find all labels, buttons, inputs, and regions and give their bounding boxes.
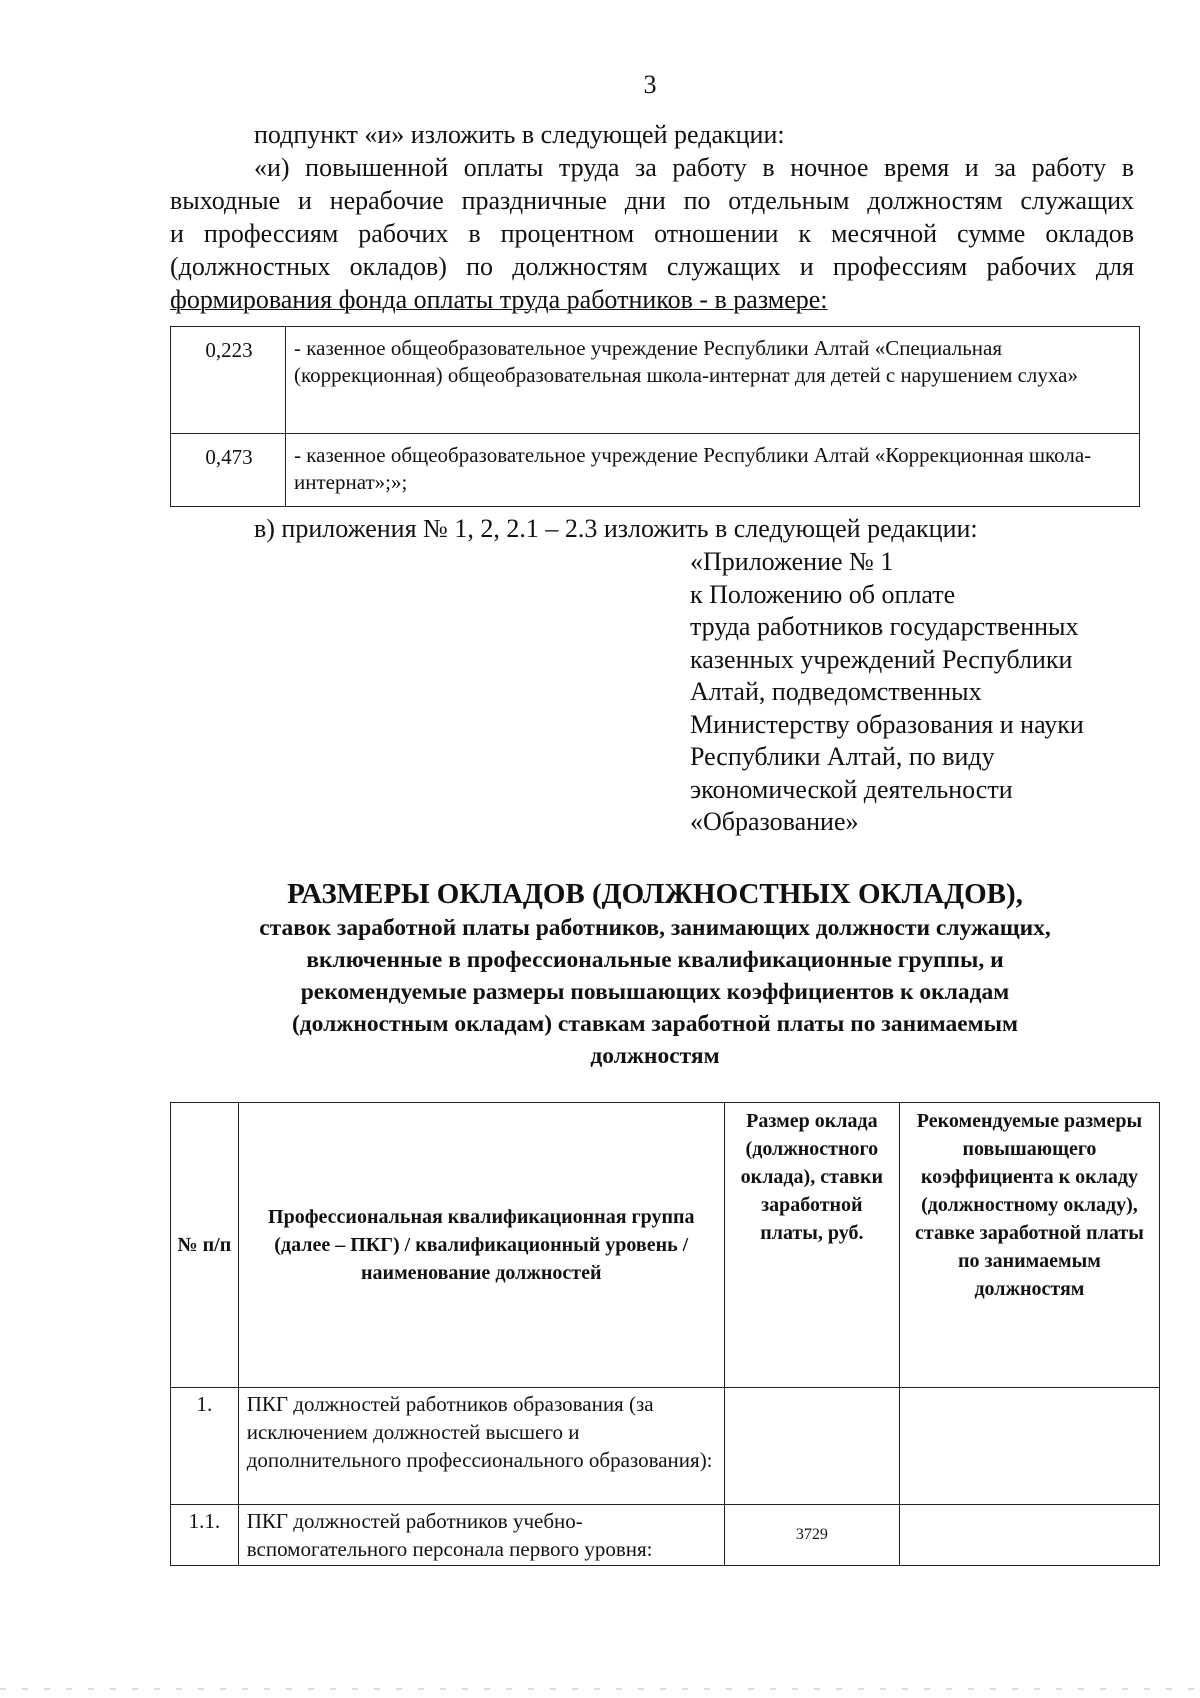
table-header-row	[171, 1103, 1160, 1388]
intro-para-line: (должностных окладов) по должностям служащих и профессиям рабочих для	[170, 252, 1134, 281]
document-title	[170, 876, 1140, 1072]
title-line: должностям	[590, 1043, 720, 1069]
row-group: ПКГ должностей работников образования (за исключением должностей высшего и дополнительного профессионального образования):	[238, 1388, 724, 1505]
table-row	[171, 434, 1140, 507]
intro-para-line: «и) повышенной оплаты труда за работу в ночное время и за работу в	[254, 153, 1134, 182]
intro-line: подпункт «и» изложить в следующей редакции:	[254, 120, 785, 149]
appendix-line: Республики Алтай, по виду	[690, 742, 995, 771]
appendix-line: «Образование»	[690, 807, 859, 836]
table-row	[171, 1388, 1160, 1505]
rate-value: 0,223	[171, 327, 286, 434]
title-line: ставок заработной платы работников, занимающих должности служащих,	[259, 915, 1051, 941]
title-line: включенные в профессиональные квалификационные группы, и	[306, 947, 1004, 973]
intro-para-line: и профессиям рабочих в процентном отношении к месячной сумме окладов	[170, 219, 1134, 248]
intro-para-line: выходные и нерабочие праздничные дни по отдельным должностям служащих	[170, 186, 1134, 215]
appendix-line: Алтай, подведомственных	[690, 677, 982, 706]
appendix-line: Министерству образования и науки	[690, 709, 1084, 739]
rates-table	[170, 326, 1140, 507]
row-salary: 3729	[724, 1505, 899, 1566]
salary-table	[170, 1102, 1160, 1566]
title-line: (должностным окладам) ставкам заработной платы по занимаемым	[291, 1011, 1019, 1037]
header-group: Профессиональная квалификационная группа (далее – ПКГ) / квалификационный уровень / наименование должностей	[238, 1103, 724, 1388]
appendix-line: казенных учреждений Республики	[690, 644, 1073, 674]
title-main: РАЗМЕРЫ ОКЛАДОВ (ДОЛЖНОСТНЫХ ОКЛАДОВ),	[287, 878, 1023, 910]
rate-institution: - казенное общеобразовательное учреждение Республики Алтай «Коррекционная школа-интернат»;»;	[286, 434, 1140, 507]
table-row	[171, 327, 1140, 434]
row-num: 1.1.	[171, 1505, 239, 1566]
rate-value: 0,473	[171, 434, 286, 507]
header-coefficient: Рекомендуемые размеры повышающего коэффициента к окладу (должностному окладу), ставке заработной платы по занимаемым должностям	[899, 1103, 1159, 1388]
page-number: 3	[643, 70, 657, 99]
point-v: в) приложения № 1, 2, 2.1 – 2.3 изложить в следующей редакции:	[254, 514, 978, 543]
intro-para-last-line: формирования фонда оплаты труда работников - в размере:	[170, 285, 828, 314]
appendix-line: экономической деятельности	[690, 774, 1013, 804]
header-salary: Размер оклада (должностного оклада), ставки заработной платы, руб.	[724, 1103, 899, 1388]
row-coefficient	[899, 1505, 1159, 1566]
appendix-line: «Приложение № 1	[690, 547, 894, 576]
title-line: рекомендуемые размеры повышающих коэффициентов к окладам	[300, 979, 1010, 1005]
row-num: 1.	[171, 1388, 239, 1505]
header-num: № п/п	[171, 1103, 239, 1388]
appendix-block	[690, 546, 1150, 839]
table-row	[171, 1505, 1160, 1566]
intro-paragraph	[170, 151, 1134, 316]
row-coefficient	[899, 1388, 1159, 1505]
appendix-line: к Положению об оплате	[690, 579, 956, 609]
row-salary	[724, 1388, 899, 1505]
scan-edge-noise	[0, 1688, 1200, 1690]
row-group: ПКГ должностей работников учебно-вспомогательного персонала первого уровня:	[238, 1505, 724, 1566]
rate-institution: - казенное общеобразовательное учреждение Республики Алтай «Специальная (коррекционная) общеобразовательная школа-интернат для детей с нарушением слуха»	[286, 327, 1140, 434]
appendix-line: труда работников государственных	[690, 612, 1079, 641]
